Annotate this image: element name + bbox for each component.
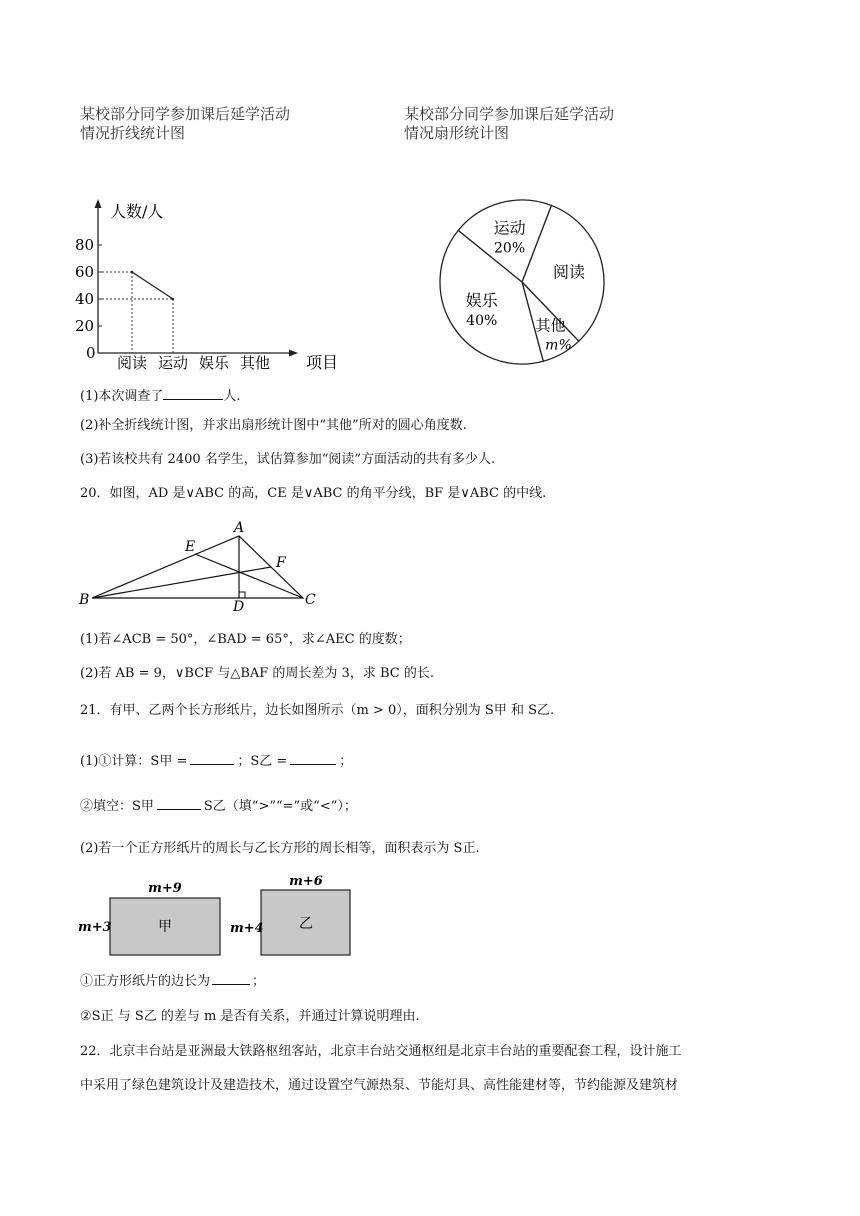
- label-c: C: [305, 592, 316, 608]
- pie-value-label: 40%: [466, 313, 498, 330]
- pie-value-label: 20%: [494, 240, 526, 257]
- pie-category-label: 娱乐: [465, 291, 498, 311]
- q19-part2: (2)补全折线统计图，并求出扇形统计图中“其他”所对的圆心角度数.: [80, 418, 467, 433]
- q21-part1a-suffix: ；: [339, 754, 353, 769]
- triangle-abc: [92, 536, 303, 598]
- q19-part1-prefix: (1)本次调查了: [80, 389, 164, 404]
- label-a: A: [234, 520, 245, 536]
- pie-category-label: 阅读: [553, 262, 586, 282]
- q19-part1-suffix: 人.: [223, 389, 241, 404]
- rect-jia-name: 甲: [158, 919, 172, 935]
- pie-chart-title-line1: 某校部分同学参加课后延学活动: [404, 105, 615, 123]
- series-line: [132, 272, 173, 299]
- q21-part2a: [80, 970, 265, 991]
- rectangles-figure: [75, 872, 365, 962]
- x-tick-label: 娱乐: [198, 354, 230, 372]
- x-tick-label: 运动: [157, 354, 189, 372]
- y-axis-arrow: [95, 199, 102, 208]
- pie-chart-title: [404, 105, 614, 143]
- q22-line2: 中采用了绿色建筑设计及建造技术，通过设置空气源热泵、节能灯具、高性能建材等，节约能源及建筑材: [80, 1078, 679, 1093]
- line-chart-title-line2: 情况折线统计图: [80, 124, 186, 142]
- pie-value-label: m%: [545, 337, 572, 354]
- pie-category-label: 其他: [535, 316, 566, 335]
- q21-part2a-prefix: ①正方形纸片的边长为: [80, 974, 211, 989]
- q22-line1: 22．北京丰台站是亚洲最大铁路枢纽客站，北京丰台站交通枢纽是北京丰台站的重要配套工程，设计施工: [80, 1044, 682, 1059]
- rect-yi-side-label: m+4: [230, 921, 264, 936]
- label-f: F: [276, 555, 286, 571]
- y-tick-label: 60: [75, 263, 95, 281]
- y-tick-label: 40: [75, 290, 95, 308]
- q21-part1b: [80, 795, 357, 816]
- q21-part2a-suffix: ；: [252, 974, 266, 989]
- rect-jia-top-label: m+9: [148, 881, 182, 896]
- q20-part2: (2)若 AB = 9，∨BCF 与△BAF 的周长差为 3，求 BC 的长.: [80, 666, 434, 681]
- q21-area-yi-blank[interactable]: [290, 750, 336, 765]
- q21-side-length-blank[interactable]: [212, 970, 250, 985]
- median-bf: [92, 567, 271, 598]
- q21-compare-blank[interactable]: [157, 795, 201, 810]
- y-tick-label: 20: [75, 317, 95, 335]
- q21-part1a-prefix: (1)①计算：S甲 =: [80, 754, 188, 769]
- x-tick-label: 阅读: [116, 354, 148, 372]
- label-e: E: [185, 539, 196, 555]
- y-tick-label: 0: [86, 344, 96, 362]
- q21-part1b-prefix: ②填空：S甲: [80, 799, 154, 814]
- rect-yi-name: 乙: [299, 916, 313, 932]
- q21-stem: 21．有甲、乙两个长方形纸片，边长如图所示（m > 0），面积分别为 S甲 和 S乙.: [80, 703, 555, 718]
- line-chart-title-line1: 某校部分同学参加课后延学活动: [80, 105, 291, 123]
- q21-part2: (2)若一个正方形纸片的周长与乙长方形的周长相等，面积表示为 S正.: [80, 841, 480, 856]
- q19-part1: [80, 385, 241, 406]
- x-tick-label: 其他: [239, 354, 271, 372]
- q21-part1a: [80, 750, 352, 771]
- rect-yi-top-label: m+6: [289, 874, 323, 889]
- triangle-figure: [75, 515, 330, 615]
- line-chart-title: [80, 105, 290, 143]
- label-b: B: [79, 592, 90, 608]
- q20-part1: (1)若∠ACB = 50°，∠BAD = 65°，求∠AEC 的度数；: [80, 632, 411, 647]
- q20-stem: 20．如图，AD 是∨ABC 的高，CE 是∨ABC 的角平分线，BF 是∨ABC 的中线.: [80, 486, 547, 501]
- rect-jia-side-label: m+3: [78, 920, 112, 935]
- q21-area-jia-blank[interactable]: [190, 750, 234, 765]
- pie-chart: [430, 190, 620, 375]
- pie-chart-title-line2: 情况扇形统计图: [404, 124, 510, 142]
- q19-answer-blank[interactable]: [163, 385, 223, 400]
- label-d: D: [233, 599, 245, 615]
- x-axis-label: 项目: [306, 353, 339, 372]
- y-tick-label: 80: [75, 236, 95, 254]
- y-axis-label: 人数/人: [110, 202, 164, 221]
- q21-part1b-suffix: S乙（填“>”“=”或“<”）；: [203, 799, 357, 814]
- bisector-ce: [195, 554, 303, 598]
- right-angle-mark: [239, 592, 245, 598]
- pie-category-label: 运动: [493, 218, 526, 238]
- q21-part1a-mid: ；S乙 =: [237, 754, 288, 769]
- x-axis-arrow: [289, 350, 298, 357]
- line-chart: [70, 190, 350, 380]
- q19-part3: (3)若该校共有 2400 名学生，试估算参加“阅读”方面活动的共有多少人.: [80, 452, 496, 467]
- q21-part2b: ②S正 与 S乙 的差与 m 是否有关系，并通过计算说明理由.: [80, 1009, 420, 1024]
